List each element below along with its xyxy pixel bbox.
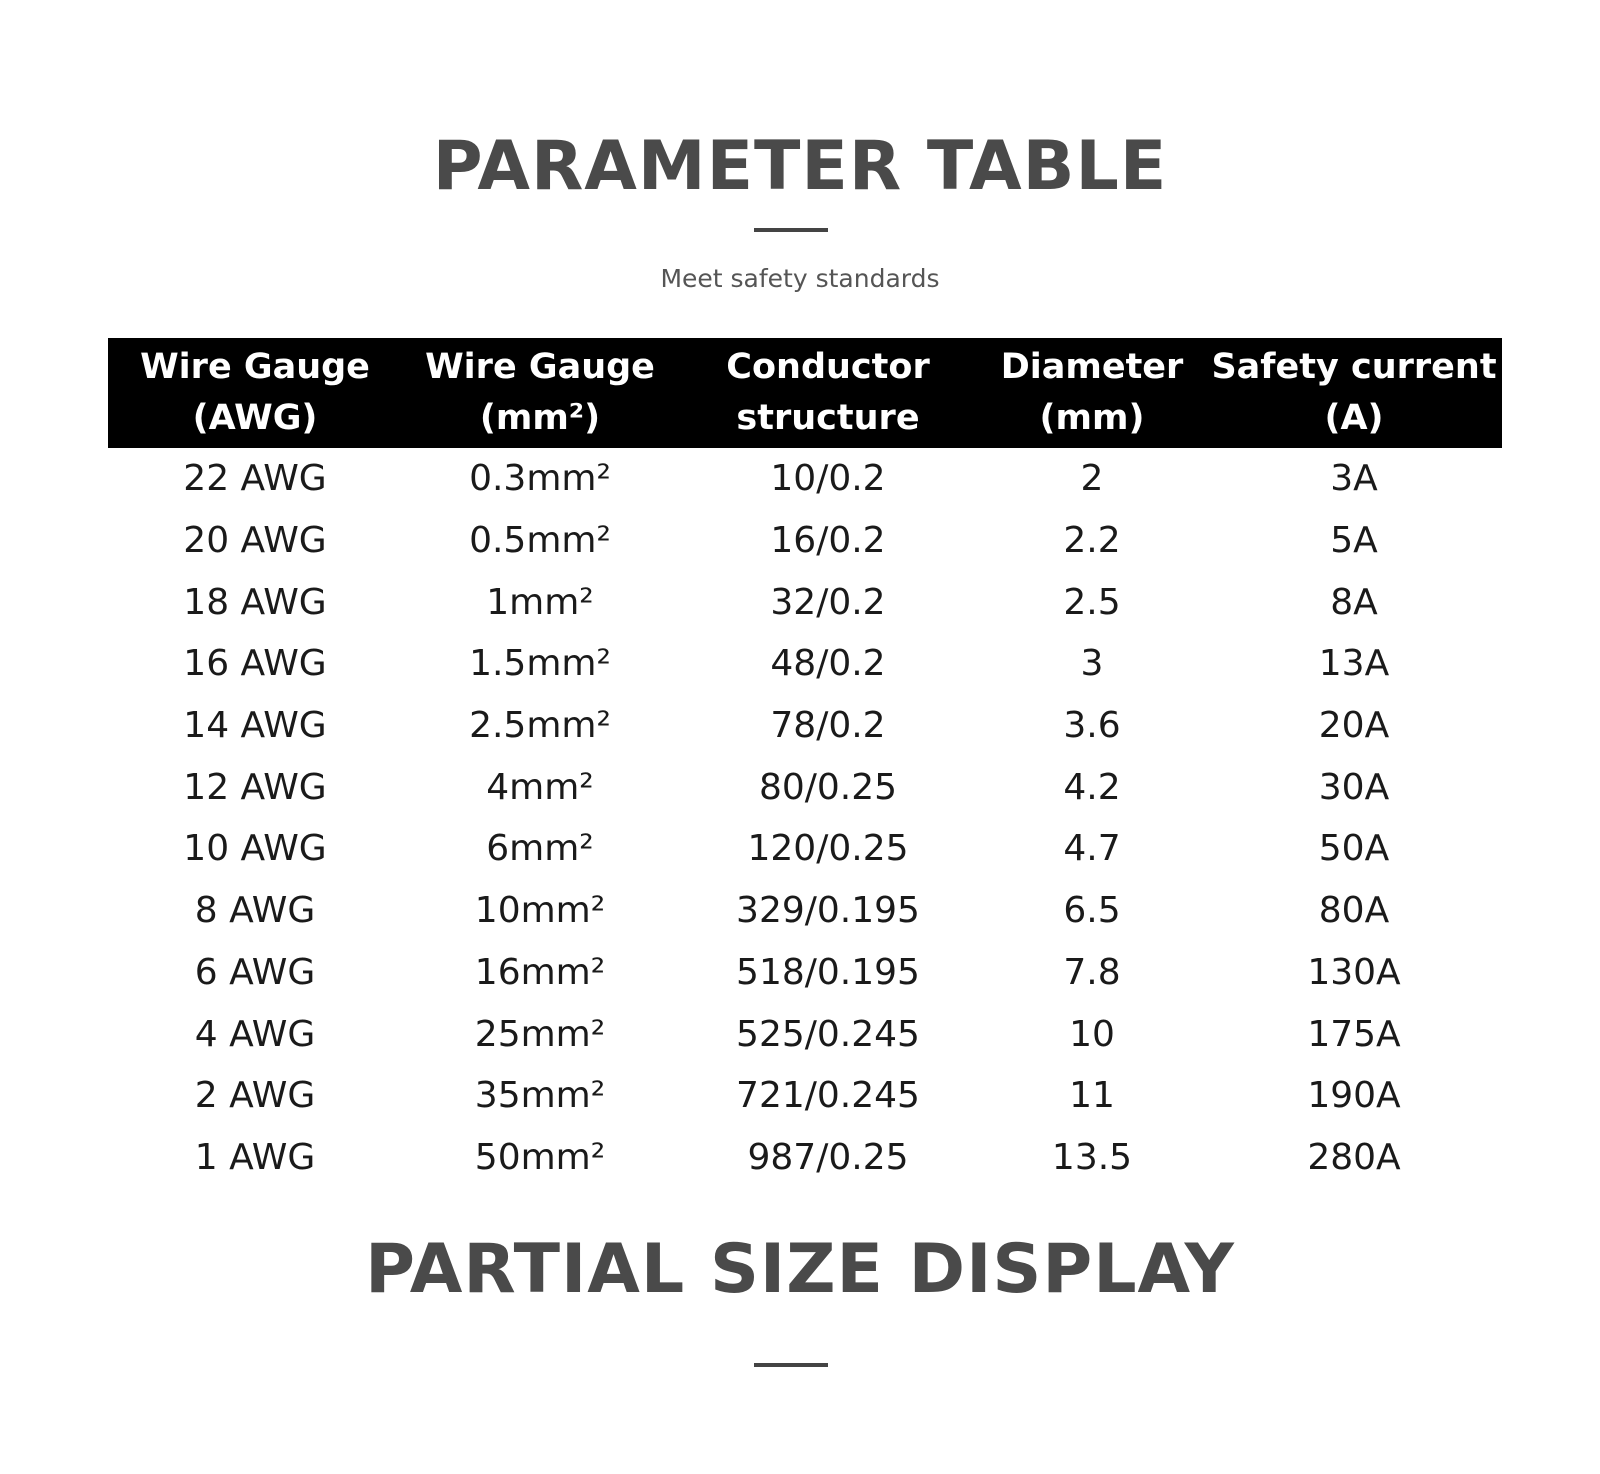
cell-current: 80A (1318, 890, 1390, 932)
cell-diameter: 2.5 (1063, 581, 1121, 623)
section-title-size-display: PARTIAL SIZE DISPLAY (365, 1230, 1235, 1309)
cell-conductor: 16/0.2 (770, 520, 886, 562)
cell-mm2: 25mm² (474, 1013, 606, 1055)
cell-awg: 10 AWG (183, 828, 327, 870)
cell-diameter: 2 (1080, 458, 1104, 500)
cell-current: 20A (1318, 705, 1390, 747)
cell-mm2: 10mm² (474, 890, 606, 932)
header-conductor (678, 338, 978, 448)
cell-conductor: 525/0.245 (736, 1013, 920, 1055)
cell-current: 50A (1318, 828, 1390, 870)
table-row (108, 448, 1502, 510)
title-underline (754, 1363, 828, 1367)
cell-awg: 8 AWG (194, 890, 316, 932)
cell-awg: 6 AWG (194, 951, 316, 993)
cell-mm2: 1mm² (486, 581, 594, 623)
cell-conductor: 80/0.25 (758, 766, 898, 808)
cell-mm2: 2.5mm² (469, 705, 611, 747)
cell-awg: 22 AWG (183, 458, 327, 500)
table-row (108, 510, 1502, 572)
header-line: Conductor (726, 347, 930, 387)
header-line: (mm) (1039, 398, 1145, 438)
header-line: Safety current (1211, 347, 1497, 387)
header-diameter (978, 338, 1206, 448)
cell-mm2: 16mm² (474, 951, 606, 993)
parameter-table-container (108, 338, 1502, 1188)
cell-conductor: 78/0.2 (770, 705, 886, 747)
cell-current: 190A (1307, 1075, 1401, 1117)
cell-current: 280A (1307, 1136, 1401, 1178)
cell-conductor: 987/0.25 (747, 1136, 909, 1178)
cell-conductor: 120/0.25 (747, 828, 909, 870)
cell-current: 3A (1330, 458, 1378, 500)
cell-diameter: 4.2 (1063, 766, 1121, 808)
cell-diameter: 11 (1069, 1075, 1115, 1117)
cell-conductor: 721/0.245 (736, 1075, 920, 1117)
cell-diameter: 13.5 (1051, 1136, 1133, 1178)
table-row (108, 571, 1502, 633)
subtitle: Meet safety standards (660, 264, 940, 293)
cell-current: 130A (1307, 951, 1401, 993)
table-row (108, 633, 1502, 695)
cell-awg: 2 AWG (194, 1075, 316, 1117)
cell-awg: 4 AWG (194, 1013, 316, 1055)
header-mm2 (402, 338, 678, 448)
header-line: (AWG) (192, 398, 318, 438)
cell-mm2: 50mm² (474, 1136, 606, 1178)
cell-mm2: 35mm² (474, 1075, 606, 1117)
cell-conductor: 518/0.195 (736, 951, 920, 993)
cell-awg: 14 AWG (183, 705, 327, 747)
cell-diameter: 2.2 (1063, 520, 1121, 562)
cell-mm2: 6mm² (486, 828, 594, 870)
cell-current: 8A (1330, 581, 1378, 623)
cell-conductor: 10/0.2 (770, 458, 886, 500)
cell-current: 13A (1318, 643, 1390, 685)
header-line: (A) (1324, 398, 1384, 438)
page-title: PARAMETER TABLE (432, 127, 1168, 206)
cell-current: 30A (1318, 766, 1390, 808)
table-body (108, 448, 1502, 1188)
cell-diameter: 6.5 (1063, 890, 1121, 932)
header-line: Diameter (1000, 347, 1184, 387)
cell-awg: 12 AWG (183, 766, 327, 808)
cell-awg: 18 AWG (183, 581, 327, 623)
header-line: Wire Gauge (425, 347, 655, 387)
cell-diameter: 3.6 (1063, 705, 1121, 747)
cell-mm2: 0.5mm² (469, 520, 611, 562)
cell-diameter: 3 (1080, 643, 1104, 685)
table-row (108, 880, 1502, 942)
header-line: (mm²) (479, 398, 601, 438)
cell-diameter: 10 (1069, 1013, 1115, 1055)
table-row (108, 1127, 1502, 1189)
header-awg (108, 338, 402, 448)
header-line: Wire Gauge (140, 347, 370, 387)
table-row (108, 818, 1502, 880)
cell-diameter: 4.7 (1063, 828, 1121, 870)
cell-mm2: 0.3mm² (469, 458, 611, 500)
header-line: structure (736, 398, 920, 438)
table-row (108, 756, 1502, 818)
header-current (1206, 338, 1502, 448)
table-row (108, 1065, 1502, 1127)
table-row (108, 1003, 1502, 1065)
cell-conductor: 32/0.2 (770, 581, 886, 623)
cell-awg: 1 AWG (194, 1136, 316, 1178)
title-underline (754, 228, 828, 232)
cell-conductor: 48/0.2 (770, 643, 886, 685)
cell-current: 5A (1330, 520, 1378, 562)
cell-awg: 16 AWG (183, 643, 327, 685)
table-row (108, 695, 1502, 757)
parameter-table (108, 338, 1502, 1188)
cell-diameter: 7.8 (1063, 951, 1121, 993)
cell-current: 175A (1307, 1013, 1401, 1055)
cell-awg: 20 AWG (183, 520, 327, 562)
cell-mm2: 1.5mm² (469, 643, 611, 685)
table-header-row (108, 338, 1502, 448)
cell-conductor: 329/0.195 (736, 890, 920, 932)
table-row (108, 942, 1502, 1004)
cell-mm2: 4mm² (486, 766, 594, 808)
